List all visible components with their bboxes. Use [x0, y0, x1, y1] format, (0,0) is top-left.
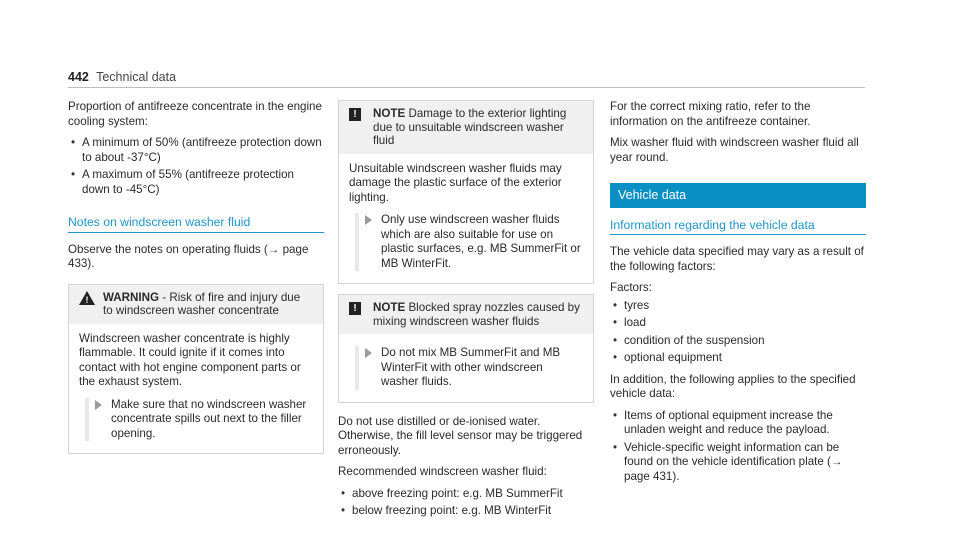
action-arrow-icon — [95, 400, 102, 410]
warning-subtitle: - Risk of fire and injury due to windscreen washer concentrate — [103, 290, 301, 317]
mixing-ratio-text: For the correct mixing ratio, refer to the information on the antifreeze container. — [610, 100, 811, 128]
note-text: Unsuitable windscreen washer fluids may damage the plastic surface of the exterior lighting. — [349, 161, 562, 204]
note-body — [339, 154, 593, 284]
column-2 — [338, 100, 594, 526]
warning-title: WARNING — [103, 290, 160, 304]
antifreeze-list — [68, 136, 324, 197]
note-action-text: Only use windscreen washer fluids which are also suitable for use on plastic surfaces, e.g. MB SummerFit or MB WinterFit. — [381, 213, 581, 270]
note-box-nozzles — [338, 294, 594, 403]
recommended-text: Recommended windscreen washer fluid: — [338, 465, 547, 478]
warning-action — [85, 398, 313, 442]
antifreeze-intro: Proportion of antifreeze concentrate in the engine cooling system: — [68, 100, 322, 128]
note-title: NOTE — [373, 107, 406, 120]
warning-body — [69, 324, 323, 454]
vehicle-data-heading: Information regarding the vehicle data — [610, 218, 866, 236]
note-body — [339, 334, 593, 402]
distilled-water-text: Do not use distilled or de-ionised water. Otherwise, the fill level sensor may be triggered erroneously. — [338, 414, 583, 457]
observe-text[interactable]: Observe the notes on operating fluids (→ page 433). — [68, 242, 309, 270]
factors-label: Factors: — [610, 281, 652, 294]
list-item: • condition of the suspension — [610, 334, 866, 349]
recommended-list — [338, 487, 594, 519]
note-subtitle: Damage to the exterior lighting due to unsuitable windscreen washer fluid — [373, 107, 567, 147]
list-item: • A maximum of 55% (antifreeze protection down to -45°C) — [68, 168, 324, 197]
note-icon: ! — [349, 108, 361, 121]
list-item: • tyres — [610, 299, 866, 314]
page-number: 442 — [68, 70, 89, 84]
list-item[interactable]: • Vehicle-specific weight information can be found on the vehicle identification plate (→ page 431). — [610, 441, 866, 485]
warning-icon: ! — [79, 291, 95, 305]
warning-box — [68, 284, 324, 455]
list-item: • A minimum of 50% (antifreeze protection down to about -37°C) — [68, 136, 324, 165]
warning-action-text: Make sure that no windscreen washer concentrate spills out next to the filler opening. — [111, 397, 307, 440]
warning-text: Windscreen washer concentrate is highly flammable. It could ignite if it comes into contact with hot engine component parts or the exhaust system. — [79, 331, 301, 388]
additional-text: In addition, the following applies to the specified vehicle data: — [610, 372, 856, 400]
list-item: • above freezing point: e.g. MB SummerFit — [338, 487, 594, 502]
list-item: • optional equipment — [610, 351, 866, 366]
note-box-lighting — [338, 100, 594, 284]
note-action — [355, 346, 583, 390]
note-header — [339, 101, 593, 154]
vehicle-data-intro: The vehicle data specified may vary as a result of the following factors: — [610, 245, 864, 273]
list-item: • load — [610, 316, 866, 331]
note-icon: ! — [349, 302, 361, 315]
list-item: • below freezing point: e.g. MB WinterFit — [338, 504, 594, 519]
column-3 — [610, 100, 866, 491]
note-title: NOTE — [373, 301, 406, 314]
note-header — [339, 295, 593, 334]
section-bar: Vehicle data — [610, 183, 866, 208]
mix-text: Mix washer fluid with windscreen washer fluid all year round. — [610, 136, 859, 164]
action-arrow-icon — [365, 215, 372, 225]
note-subtitle: Blocked spray nozzles caused by mixing windscreen washer fluids — [373, 301, 580, 328]
washer-fluid-heading: Notes on windscreen washer fluid — [68, 215, 324, 233]
note-action — [355, 213, 583, 271]
section-title: Technical data — [96, 70, 177, 84]
action-arrow-icon — [365, 348, 372, 358]
note-action-text: Do not mix MB SummerFit and MB WinterFit with other windscreen washer fluids. — [381, 346, 561, 388]
column-1 — [68, 100, 324, 464]
page-header — [68, 70, 176, 84]
warning-header — [69, 285, 323, 324]
additional-list — [610, 409, 866, 485]
factors-list — [610, 299, 866, 366]
header-divider — [68, 87, 865, 88]
list-item: • Items of optional equipment increase the unladen weight and reduce the payload. — [610, 409, 866, 438]
